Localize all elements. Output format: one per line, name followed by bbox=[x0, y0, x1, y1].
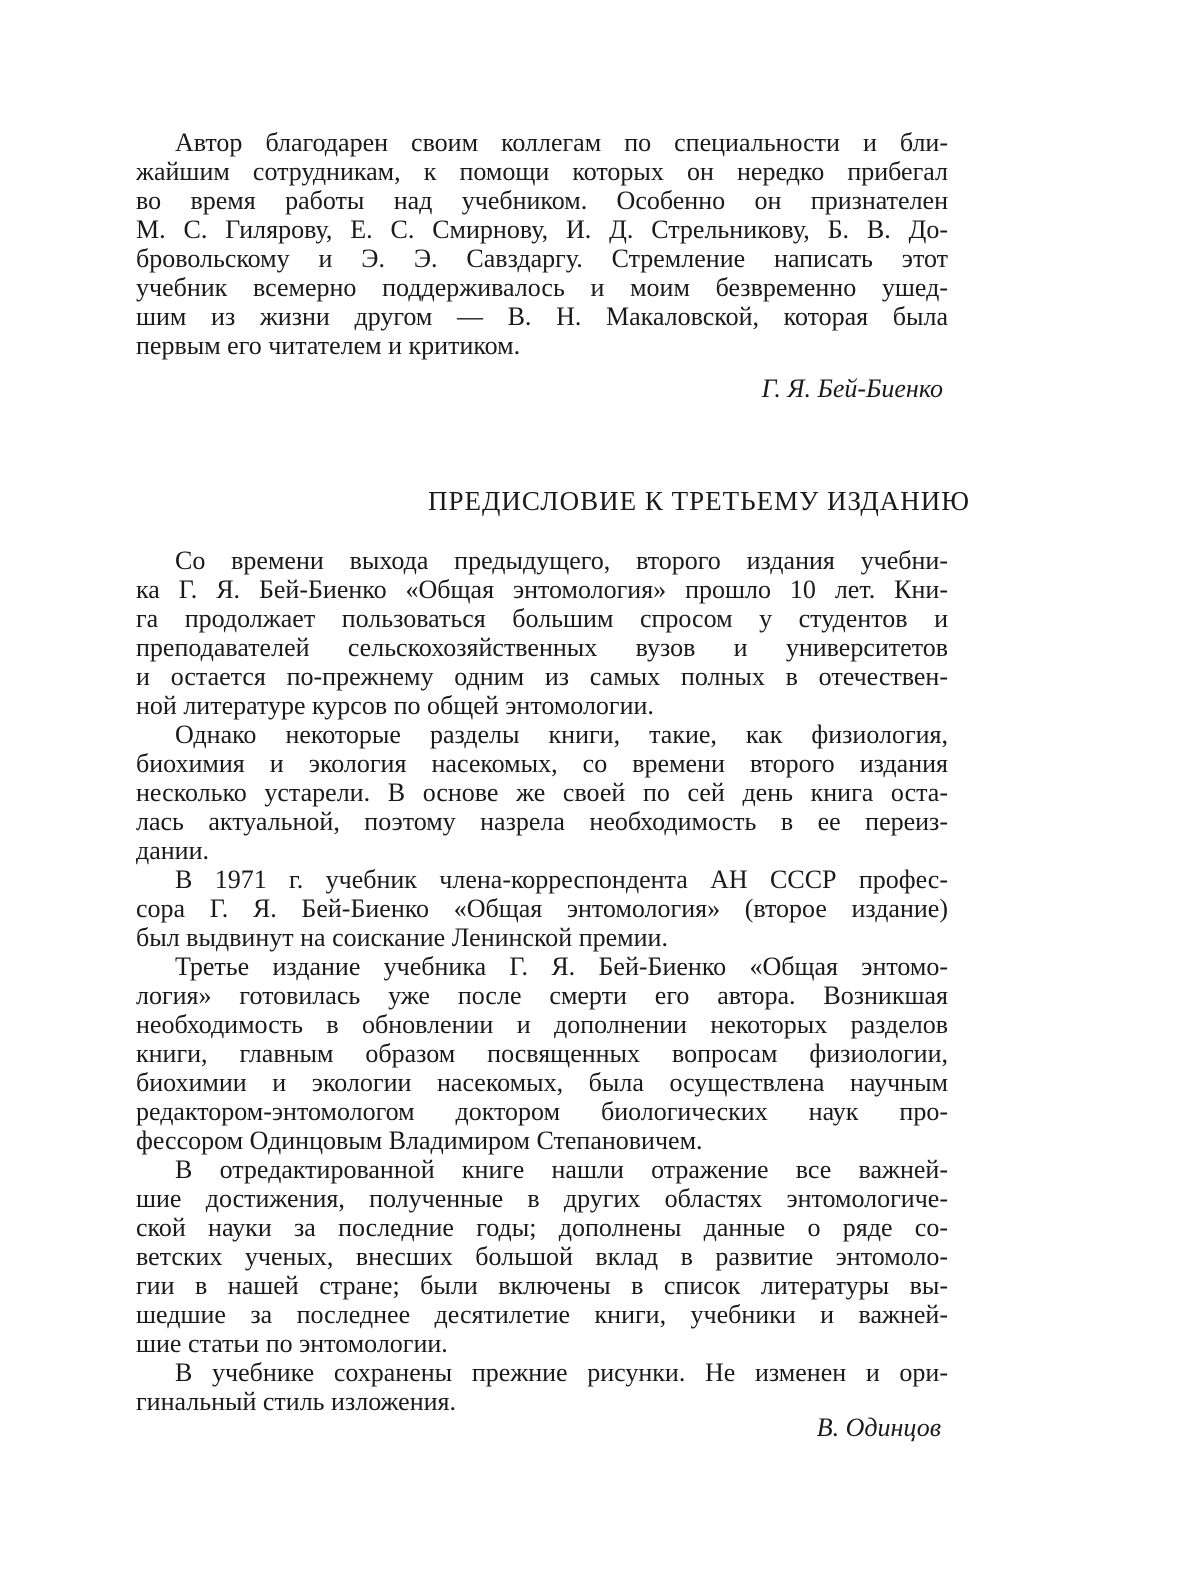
text-line: гии в нашей стране; были включены в список литературы вы- bbox=[136, 1271, 948, 1300]
text-line: ской науки за последние годы; дополнены данные о ряде со- bbox=[136, 1213, 948, 1242]
text-line: Автор благодарен своим коллегам по специальности и бли- bbox=[175, 128, 948, 157]
preface-body bbox=[136, 546, 948, 1416]
text-line: шедшие за последнее десятилетие книги, учебники и важней- bbox=[136, 1300, 948, 1329]
text-line: ветских ученых, внесших большой вклад в развитие энтомоло- bbox=[136, 1242, 948, 1271]
text-line: ка Г. Я. Бей-Биенко «Общая энтомология» прошло 10 лет. Кни- bbox=[136, 575, 948, 604]
text-line: необходимость в обновлении и дополнении некоторых разделов bbox=[136, 1010, 948, 1039]
text-line: первым его читателем и критиком. bbox=[136, 331, 521, 360]
text-line: фессором Одинцовым Владимиром Степановичем. bbox=[136, 1126, 703, 1155]
acknowledgement-paragraph bbox=[136, 128, 948, 360]
text-line: биохимии и экологии насекомых, была осуществлена научным bbox=[136, 1068, 948, 1097]
text-line: логия» готовилась уже после смерти его автора. Возникшая bbox=[136, 981, 948, 1010]
text-line: В отредактированной книге нашли отражение все важней- bbox=[175, 1155, 948, 1184]
text-line: биохимия и экология насекомых, со времени второго издания bbox=[136, 749, 948, 778]
section-heading: ПРЕДИСЛОВИЕ К ТРЕТЬЕМУ ИЗДАНИЮ bbox=[428, 486, 970, 516]
text-line: во время работы над учебником. Особенно он признателен bbox=[136, 186, 948, 215]
editor-signature: В. Одинцов bbox=[816, 1413, 941, 1442]
text-line: дании. bbox=[136, 836, 210, 865]
text-line: В учебнике сохранены прежние рисунки. Не изменен и ори- bbox=[175, 1358, 948, 1387]
text-line: жайшим сотрудникам, к помощи которых он нередко прибегал bbox=[136, 157, 948, 186]
text-line: Со времени выхода предыдущего, второго издания учебни- bbox=[175, 546, 948, 575]
text-line: бровольскому и Э. Э. Савздаргу. Стремление написать этот bbox=[136, 244, 948, 273]
author-signature: Г. Я. Бей-Биенко bbox=[761, 374, 943, 403]
text-line: В 1971 г. учебник члена-корреспондента АН СССР профес- bbox=[175, 865, 948, 894]
text-line: М. С. Гилярову, Е. С. Смирнову, И. Д. Стрельникову, Б. В. До- bbox=[136, 215, 948, 244]
text-line: учебник всемерно поддерживалось и моим безвременно ушед- bbox=[136, 273, 948, 302]
text-line: сора Г. Я. Бей-Биенко «Общая энтомология» (второе издание) bbox=[136, 894, 948, 923]
text-line: шим из жизни другом — В. Н. Макаловской, которая была bbox=[136, 302, 948, 331]
text-line: и остается по-прежнему одним из самых полных в отечествен- bbox=[136, 662, 948, 691]
text-line: гинальный стиль изложения. bbox=[136, 1387, 456, 1416]
text-line: редактором-энтомологом доктором биологических наук про- bbox=[136, 1097, 948, 1126]
text-line: преподавателей сельскохозяйственных вузов и университетов bbox=[136, 633, 948, 662]
text-line: Третье издание учебника Г. Я. Бей-Биенко «Общая энтомо- bbox=[175, 952, 948, 981]
text-line: Однако некоторые разделы книги, такие, как физиология, bbox=[175, 720, 948, 749]
text-line: шие достижения, полученные в других областях энтомологиче- bbox=[136, 1184, 948, 1213]
text-line: несколько устарели. В основе же своей по сей день книга оста- bbox=[136, 778, 948, 807]
text-line: лась актуальной, поэтому назрела необходимость в ее переиз- bbox=[136, 807, 948, 836]
text-line: шие статьи по энтомологии. bbox=[136, 1329, 448, 1358]
text-line: га продолжает пользоваться большим спросом у студентов и bbox=[136, 604, 948, 633]
text-line: книги, главным образом посвященных вопросам физиологии, bbox=[136, 1039, 948, 1068]
text-line: ной литературе курсов по общей энтомологии. bbox=[136, 691, 654, 720]
text-line: был выдвинут на соискание Ленинской премии. bbox=[136, 923, 668, 952]
